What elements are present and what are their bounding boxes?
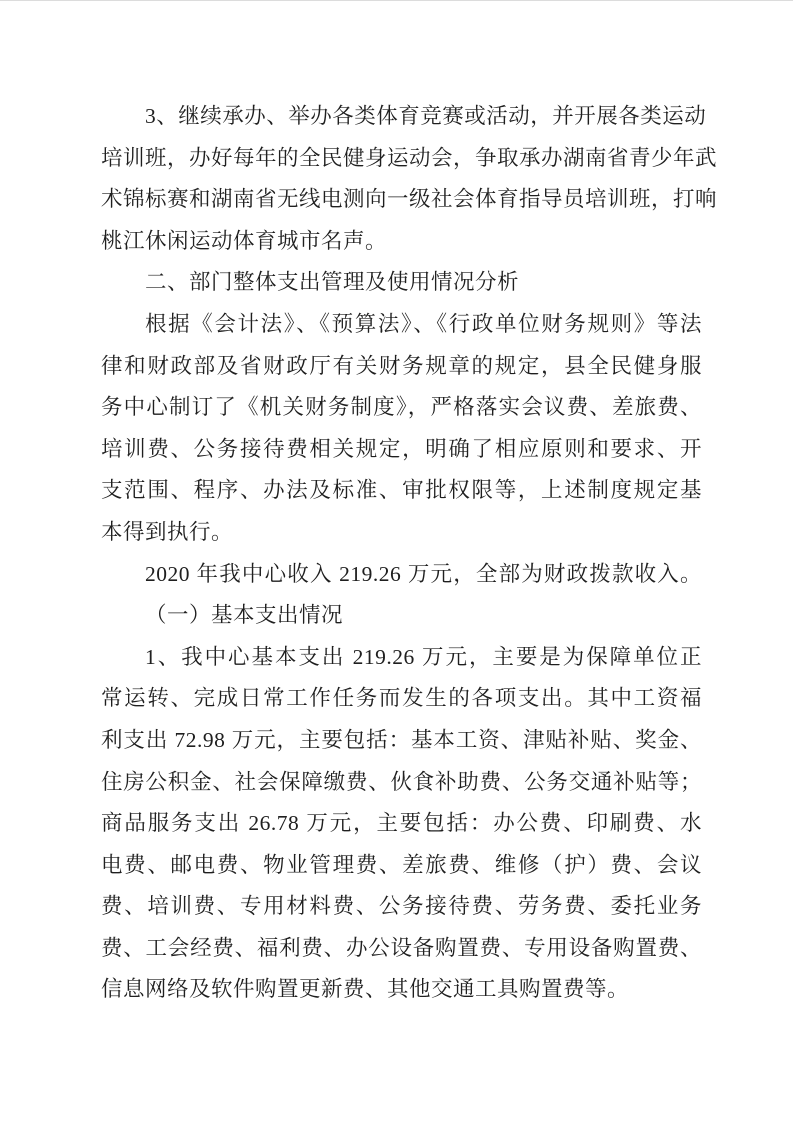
text-line: 3、继续承办、举办各类体育竞赛或活动，并开展各类运动 (145, 104, 707, 128)
text-line: 常运转、完成日常工作任务而发生的各项支出。其中工资福 (101, 686, 702, 711)
text-line: 本得到执行。 (101, 519, 234, 544)
text-line: 住房公积金、社会保障缴费、伙食补助费、公务交通补贴等； (101, 769, 702, 794)
text-line: 费、工会经费、福利费、办公设备购置费、专用设备购置费、 (101, 935, 702, 960)
text-line: 律和财政部及省财政厅有关财务规章的规定，县全民健身服 (101, 353, 702, 378)
text-line: 根据《会计法》、《预算法》、《行政单位财务规则》等法 (145, 311, 702, 336)
paragraph-regulations (101, 304, 702, 554)
paragraph-basic-expenditure (101, 637, 702, 1011)
subsection-heading-text: （一）基本支出情况 (145, 603, 344, 628)
subsection-heading (101, 595, 702, 637)
document-text (101, 96, 718, 1011)
text-line: 电费、邮电费、物业管理费、差旅费、维修（护）费、会议 (101, 852, 702, 877)
text-line: 1、我中心基本支出 219.26 万元，主要是为保障单位正 (145, 644, 702, 669)
text-line: 术锦标赛和湖南省无线电测向一级社会体育指导员培训班，打响 (101, 187, 718, 212)
text-line: 培训班，办好每年的全民健身运动会，争取承办湖南省青少年武 (101, 145, 718, 170)
text-line: 2020 年我中心收入 219.26 万元，全部为财政拨款收入。 (145, 561, 702, 586)
text-line: 培训费、公务接待费相关规定，明确了相应原则和要求、开 (101, 436, 702, 461)
text-line: 务中心制订了《机关财务制度》，严格落实会议费、差旅费、 (101, 395, 702, 420)
section-heading-text: 二、部门整体支出管理及使用情况分析 (145, 270, 520, 295)
section-heading (101, 262, 702, 304)
text-line: 支范围、程序、办法及标准、审批权限等，上述制度规定基 (101, 478, 702, 503)
paragraph-income (101, 554, 702, 596)
text-line: 桃江休闲运动体育城市名声。 (101, 228, 388, 253)
text-line: 费、培训费、专用材料费、公务接待费、劳务费、委托业务 (101, 894, 702, 919)
text-line: 商品服务支出 26.78 万元，主要包括：办公费、印刷费、水 (101, 811, 702, 836)
paragraph-item-3 (101, 96, 718, 262)
text-line: 利支出 72.98 万元，主要包括：基本工资、津贴补贴、奖金、 (101, 727, 702, 752)
text-line: 信息网络及软件购置更新费、其他交通工具购置费等。 (101, 977, 630, 1002)
